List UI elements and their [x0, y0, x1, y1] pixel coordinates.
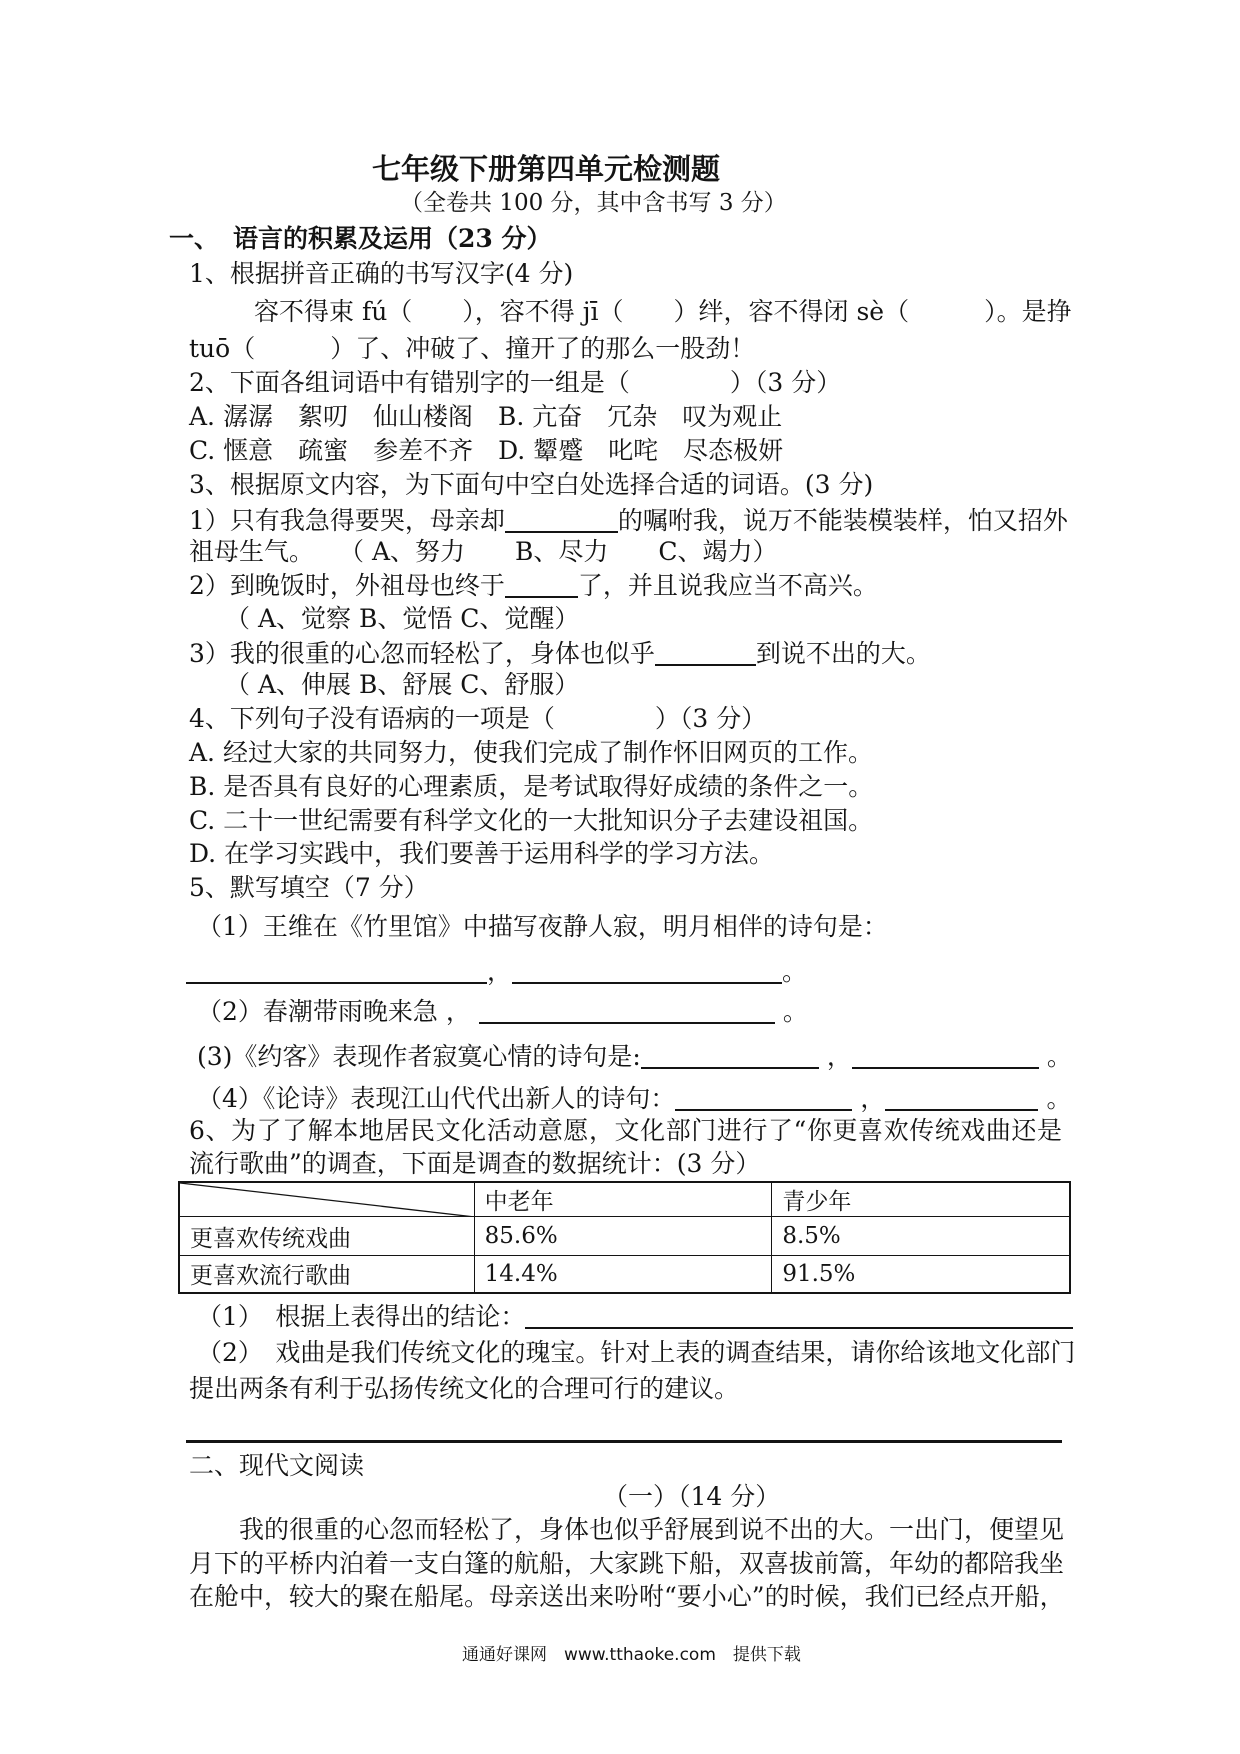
- q3-item1: [189, 505, 1068, 537]
- q5-item2-text: （2）春潮带雨晚来急 ，: [197, 997, 471, 1026]
- q5-item4-blank-1: [675, 1085, 852, 1111]
- passage-line: 在舱中，较大的聚在船尾。母亲送出来吩咐“要小心”的时候，我们已经点开船，: [189, 1582, 1065, 1611]
- q5-item3-text: (3)《约客》表现作者寂寞心情的诗句是:: [197, 1042, 641, 1071]
- q5-item4-text: （4）《论诗》表现江山代代出新人的诗句：: [197, 1084, 676, 1113]
- passage-line: 月下的平桥内泊着一支白篷的航船，大家跳下船，双喜拔前篙，年幼的都陪我坐: [189, 1549, 1065, 1578]
- table-row: [179, 1217, 1070, 1256]
- q3-item3-choices: （ A、伸展 B、舒展 C、舒服）: [225, 670, 580, 699]
- q6-sub2-line2: 提出两条有利于弘扬传统文化的合理可行的建议。: [189, 1374, 740, 1403]
- table-row-label: 更喜欢流行歌曲: [179, 1256, 474, 1293]
- q3-item2-choices: （ A、觉察 B、觉悟 C、觉醒）: [225, 604, 580, 633]
- q5-item3: [197, 1041, 1072, 1073]
- diagonal-line: [180, 1183, 475, 1217]
- q2-option-ab: A. 潺潺 絮叨 仙山楼阁 B. 亢奋 冗杂 叹为观止: [189, 402, 783, 431]
- q6-sub1-blank: [525, 1303, 1073, 1329]
- q5-item3-blank-2: [852, 1043, 1039, 1069]
- exam-title: 七年级下册第四单元检测题: [372, 152, 721, 186]
- table-row: [179, 1256, 1070, 1293]
- q4-prompt: 4、下列句子没有语病的一项是（ ）（3 分）: [189, 704, 767, 733]
- q4-option-d: D. 在学习实践中，我们要善于运用科学的学习方法。: [189, 839, 775, 868]
- q1-prompt: 1、根据拼音正确的书写汉字(4 分): [189, 259, 574, 288]
- q5-item3-blank-1: [641, 1043, 819, 1069]
- q5-item3-end: 。: [1046, 1042, 1072, 1071]
- q5-item4: [197, 1083, 1071, 1115]
- q3-item1-after: 的嘱咐我，说万不能装模装样，怕又招外: [617, 506, 1068, 535]
- part1-heading-number: 一、: [169, 224, 220, 253]
- q5-item1-text: （1）王维在《竹里馆》中描写夜静人寂，明月相伴的诗句是：: [197, 912, 888, 941]
- q3-item2-after: 了，并且说我应当不高兴。: [577, 571, 878, 600]
- q3-item3-blank: [655, 640, 756, 666]
- section-divider: [186, 1440, 1062, 1443]
- table-header-row: [179, 1182, 1070, 1217]
- table-cell: 8.5%: [772, 1217, 1070, 1256]
- passage-line: 我的很重的心忽而轻松了，身体也似乎舒展到说不出的大。一出门，便望见: [239, 1515, 1065, 1544]
- q1-line1: 容不得束 fú（ ），容不得 jī（ ）绊，容不得闭 sè（ ）。是挣: [254, 297, 1072, 326]
- table-header-middle-aged: 中老年: [474, 1182, 772, 1217]
- q5-item1-answer-line: [186, 956, 807, 988]
- q4-option-a: A. 经过大家的共同努力，使我们完成了制作怀旧网页的工作。: [189, 738, 873, 767]
- q6-sub2-line1: （2） 戏曲是我们传统文化的瑰宝。针对上表的调查结果，请你给该地文化部门: [197, 1338, 1076, 1367]
- exam-subtitle: （全卷共 100 分，其中含书写 3 分）: [400, 190, 787, 216]
- table-corner-cell: [179, 1182, 474, 1217]
- q1-line2: tuō（ ）了、冲破了、撞开了的那么一股劲！: [189, 334, 756, 363]
- q5-item2-blank: [479, 998, 775, 1024]
- q3-item1-choices: 祖母生气。 （ A、努力 B、尽力 C、竭力）: [189, 537, 778, 566]
- q4-option-b: B. 是否具有良好的心理素质，是考试取得好成绩的条件之一。: [189, 772, 874, 801]
- part2-section-title: （一）（14 分）: [603, 1482, 781, 1511]
- q3-item1-before: 1）只有我急得要哭，母亲却: [189, 506, 505, 535]
- table-header-youth: 青少年: [772, 1182, 1070, 1217]
- table-cell: 85.6%: [474, 1217, 772, 1256]
- q3-item1-blank: [505, 507, 618, 533]
- q2-prompt: 2、下面各组词语中有错别字的一组是（ ）（3 分）: [189, 368, 842, 397]
- q3-item3: [189, 638, 931, 670]
- q5-item3-sep: ，: [826, 1042, 852, 1071]
- q5-item1-sep: ，: [487, 957, 513, 986]
- q3-item3-before: 3）我的很重的心忽而轻松了，身体也似乎: [189, 639, 655, 668]
- survey-table: [178, 1181, 1071, 1294]
- q5-item1-blank-1: [186, 958, 487, 984]
- q5-prompt: 5、默写填空（7 分）: [189, 873, 429, 902]
- q6-prompt-line2: 流行歌曲”的调查，下面是调查的数据统计：(3 分）: [189, 1149, 761, 1178]
- table-cell: 14.4%: [474, 1256, 772, 1293]
- q3-item2: [189, 570, 878, 602]
- q6-sub1-text: （1） 根据上表得出的结论：: [197, 1302, 526, 1331]
- part1-heading-text: 语言的积累及运用（23 分）: [233, 224, 552, 253]
- q3-prompt: 3、根据原文内容，为下面句中空白处选择合适的词语。(3 分): [189, 470, 874, 499]
- table-cell: 91.5%: [772, 1256, 1070, 1293]
- part1-heading: [169, 223, 552, 255]
- q5-item4-sep: ，: [860, 1084, 886, 1113]
- q5-item4-end: 。: [1046, 1084, 1072, 1113]
- q6-sub1: [197, 1301, 1073, 1333]
- q3-item2-before: 2）到晚饭时，外祖母也终于: [189, 571, 505, 600]
- q4-option-c: C. 二十一世纪需要有科学文化的一大批知识分子去建设祖国。: [189, 806, 874, 835]
- q3-item2-blank: [505, 572, 578, 598]
- table-row-label: 更喜欢传统戏曲: [179, 1217, 474, 1256]
- part2-heading: 二、现代文阅读: [189, 1451, 365, 1480]
- q5-item1-end: 。: [782, 957, 808, 986]
- q3-item3-after: 到说不出的大。: [755, 639, 931, 668]
- q2-option-cd: C. 惬意 疏蜜 参差不齐 D. 颦蹙 叱咤 尽态极妍: [189, 436, 784, 465]
- q5-item2-end: 。: [782, 997, 808, 1026]
- q5-item4-blank-2: [885, 1085, 1038, 1111]
- q5-item1-blank-2: [512, 958, 782, 984]
- page-footer: 通通好课网 www.tthaoke.com 提供下载: [462, 1645, 801, 1665]
- q6-prompt-line1: 6、为了了解本地居民文化活动意愿，文化部门进行了“你更喜欢传统戏曲还是: [189, 1116, 1062, 1145]
- q5-item2: [197, 996, 808, 1028]
